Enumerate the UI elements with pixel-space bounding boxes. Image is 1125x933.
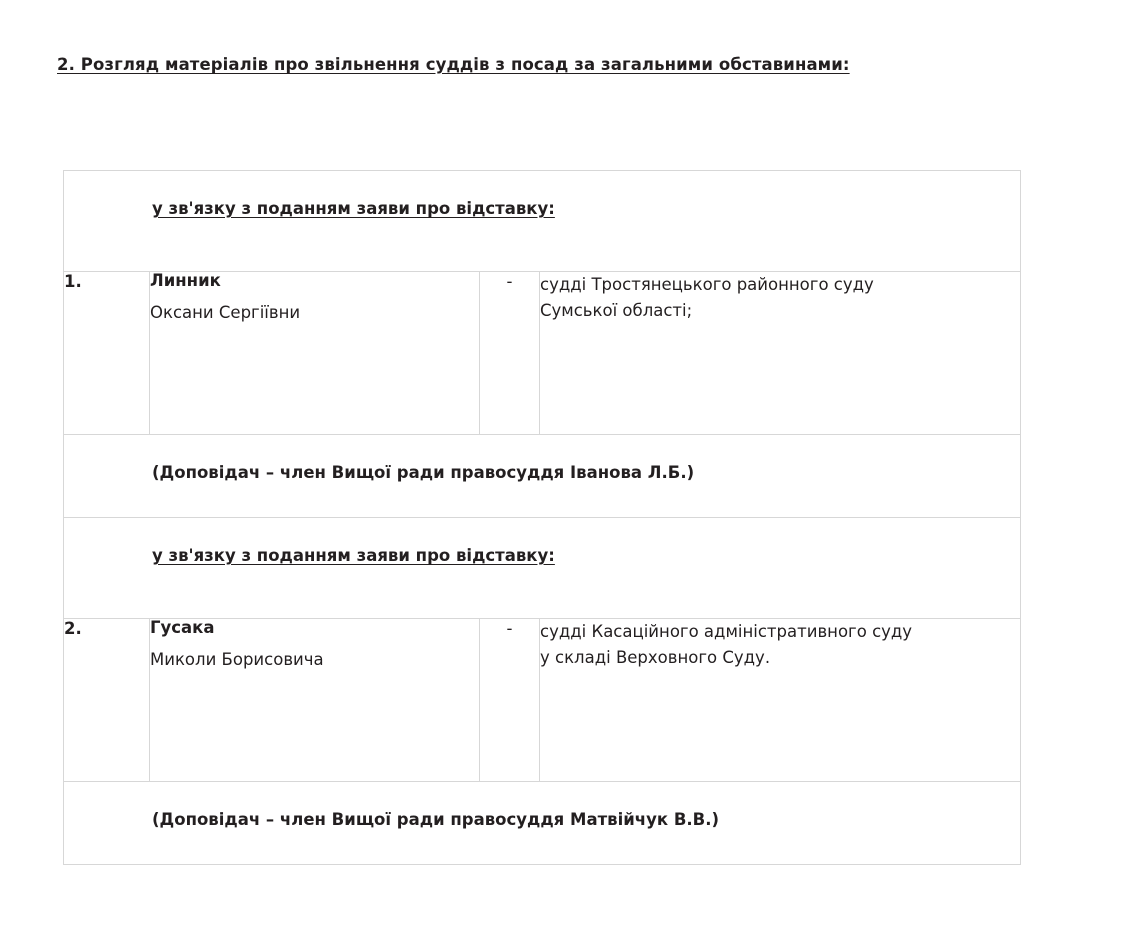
- entry-number: 2.: [64, 619, 150, 782]
- entry-givenname: Миколи Борисовича: [150, 650, 324, 670]
- reporter-cell: [64, 782, 1021, 865]
- entry-description-line-1: судді Тростянецького районного суду: [540, 275, 874, 294]
- entry-surname: Гусака: [150, 618, 215, 637]
- page-title: 2. Розгляд матеріалів про звільнення суддів з посад за загальними обставинами:: [57, 55, 850, 74]
- table-row-section: [64, 518, 1021, 619]
- section-cell: [64, 518, 1021, 619]
- entry-surname: Линник: [150, 271, 221, 290]
- reporter-label: (Доповідач – член Вищої ради правосуддя Матвійчук В.В.): [152, 810, 720, 829]
- entry-name-cell: [150, 272, 480, 435]
- reporter-label: (Доповідач – член Вищої ради правосуддя Іванова Л.Б.): [152, 463, 695, 482]
- agenda-table: [63, 170, 1021, 865]
- section-cell: [64, 171, 1021, 272]
- section-label: у зв'язку з поданням заяви про відставку:: [152, 546, 555, 565]
- entry-description-line-1: судді Касаційного адміністративного суду: [540, 622, 913, 641]
- entry-givenname: Оксани Сергіївни: [150, 303, 301, 323]
- entry-dash: -: [480, 272, 540, 435]
- table-row: [64, 272, 1021, 435]
- table-row-reporter: [64, 782, 1021, 865]
- table-row-section: [64, 171, 1021, 272]
- entry-description-line-2: Сумської області;: [540, 300, 693, 320]
- entry-name-cell: [150, 619, 480, 782]
- entry-dash: -: [480, 619, 540, 782]
- entry-number: 1.: [64, 272, 150, 435]
- table-row: [64, 619, 1021, 782]
- entry-description-line-2: у складі Верховного Суду.: [540, 647, 771, 667]
- entry-description-cell: [540, 272, 1021, 435]
- entry-description-cell: [540, 619, 1021, 782]
- section-label: у зв'язку з поданням заяви про відставку:: [152, 199, 555, 218]
- table-row-reporter: [64, 435, 1021, 518]
- reporter-cell: [64, 435, 1021, 518]
